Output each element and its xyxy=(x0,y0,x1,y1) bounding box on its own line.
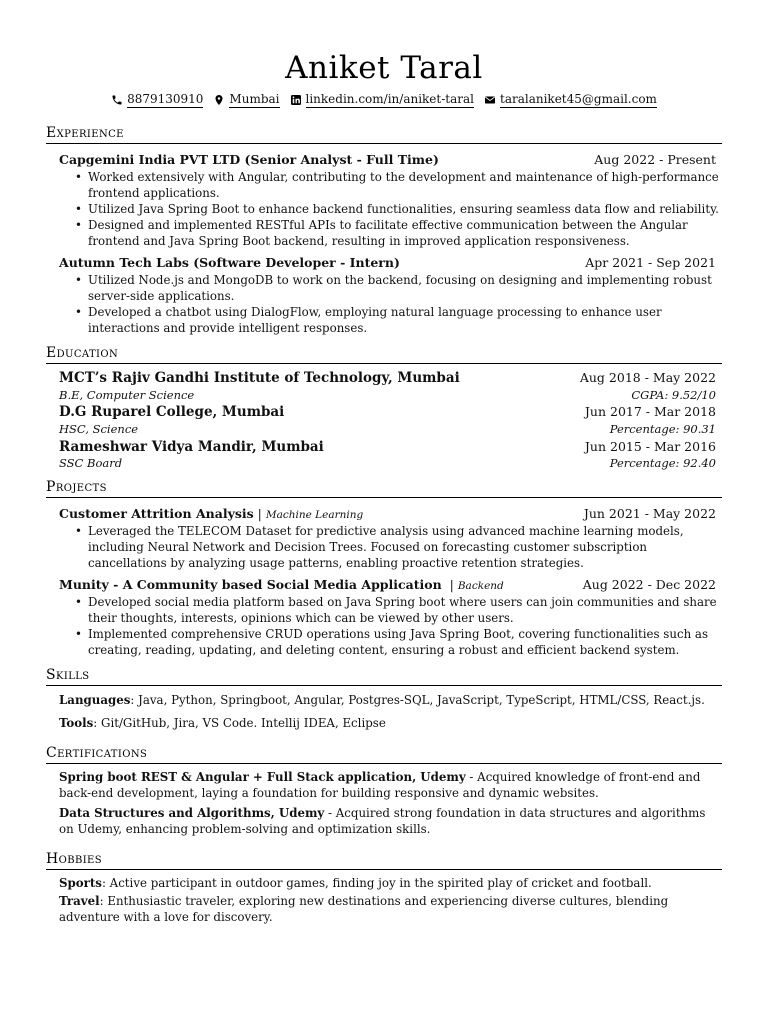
experience-heading: Experience xyxy=(46,125,722,144)
project-dates: Jun 2021 - May 2022 xyxy=(583,506,716,521)
skills-tools xyxy=(59,715,719,731)
school-dates: Aug 2018 - May 2022 xyxy=(579,370,716,385)
languages-label: Languages xyxy=(59,693,131,707)
location-contact[interactable] xyxy=(213,92,279,108)
project-title xyxy=(59,577,504,592)
certification-item xyxy=(59,769,719,801)
degree-text: B.E, Computer Science xyxy=(59,388,195,402)
phone-number[interactable]: 8879130910 xyxy=(127,92,204,106)
job-dates: Apr 2021 - Sep 2021 xyxy=(585,255,716,270)
degree-text: HSC, Science xyxy=(59,422,139,436)
job-company: Capgemini India PVT LTD (Senior Analyst - Full Time) xyxy=(59,152,439,167)
bullet-item: • Implemented comprehensive CRUD operations using Java Spring Boot, covering functionalities such as creating, reading, updating, and deleting content, ensuring a robust and efficient backend system. xyxy=(74,626,722,658)
bullet-item: • Utilized Java Spring Boot to enhance backend functionalities, ensuring seamless data flow and reliability. xyxy=(74,201,722,217)
projects-heading: Projects xyxy=(46,479,722,498)
bullet-item: • Leveraged the TELECOM Dataset for predictive analysis using advanced machine learning models, including Neural Network and Decision Trees. Focused on forecasting customer subscription cancellations by analyzing usage patterns, enabling proactive retention strategies. xyxy=(74,523,722,571)
education-row xyxy=(59,370,716,386)
tools-list: : Git/GitHub, Jira, VS Code. Intellij IDEA, Eclipse xyxy=(93,716,386,730)
school-name: Rameshwar Vidya Mandir, Mumbai xyxy=(59,439,324,455)
languages-list: : Java, Python, Springboot, Angular, Postgres-SQL, JavaScript, TypeScript, HTML/CSS, React.js. xyxy=(130,693,705,707)
education-row xyxy=(59,439,716,455)
linkedin-link[interactable]: linkedin.com/in/aniket-taral xyxy=(305,92,474,106)
certification-desc: - Acquired strong foundation in data structures and algorithms on Udemy, enhancing problem-solving and optimization skills. xyxy=(59,806,706,836)
job-bullets xyxy=(74,169,722,249)
project-tag: Machine Learning xyxy=(265,509,364,521)
certifications-heading: Certifications xyxy=(46,745,722,764)
score-text: Percentage: 90.31 xyxy=(609,422,716,436)
project-tag: Backend xyxy=(457,580,504,592)
hobby-sports xyxy=(59,875,719,891)
travel-label: Travel xyxy=(59,894,100,908)
linkedin-contact[interactable] xyxy=(290,92,475,108)
bullet-item: • Developed a chatbot using DialogFlow, employing natural language processing to enhance user interactions and provide intelligent responses. xyxy=(74,304,722,336)
job-row xyxy=(59,255,716,270)
education-detail xyxy=(59,388,716,402)
envelope-icon xyxy=(484,94,496,106)
skills-heading: Skills xyxy=(46,667,722,686)
project-row xyxy=(59,506,716,521)
certification-desc: - Acquired knowledge of front-end and back-end development, laying a foundation for building responsive and dynamic websites. xyxy=(59,770,701,800)
bullet-item: • Utilized Node.js and MongoDB to work on the backend, focusing on designing and implementing robust server-side applications. xyxy=(74,272,722,304)
education-detail xyxy=(59,456,716,470)
project-name: Customer Attrition Analysis xyxy=(59,506,254,521)
job-bullets xyxy=(74,272,722,336)
email-link[interactable]: taralaniket45@gmail.com xyxy=(500,92,657,106)
map-pin-icon xyxy=(213,94,225,106)
school-name: MCT’s Rajiv Gandhi Institute of Technology, Mumbai xyxy=(59,370,460,386)
school-dates: Jun 2017 - Mar 2018 xyxy=(584,404,716,419)
skills-languages xyxy=(59,692,719,708)
phone-icon xyxy=(111,94,123,106)
certification-name: Data Structures and Algorithms, Udemy xyxy=(59,806,325,820)
travel-text: : Enthusiastic traveler, exploring new destinations and experiencing diverse cultures, blending adventure with a love for discovery. xyxy=(59,894,669,924)
project-bullets xyxy=(74,594,722,658)
hobbies-heading: Hobbies xyxy=(46,851,722,870)
job-row xyxy=(59,152,716,167)
hobby-travel xyxy=(59,893,719,925)
certification-name: Spring boot REST & Angular + Full Stack application, Udemy xyxy=(59,770,466,784)
score-text: CGPA: 9.52/10 xyxy=(631,388,716,402)
certification-item xyxy=(59,805,719,837)
degree-text: SSC Board xyxy=(59,456,123,470)
tools-label: Tools xyxy=(59,716,94,730)
school-dates: Jun 2015 - Mar 2016 xyxy=(584,439,716,454)
score-text: Percentage: 92.40 xyxy=(609,456,716,470)
sports-label: Sports xyxy=(59,876,102,890)
project-title xyxy=(59,506,363,521)
job-company: Autumn Tech Labs (Software Developer - Intern) xyxy=(59,255,400,270)
bullet-item: • Developed social media platform based on Java Spring boot where users can join communities and share their thoughts, interests, opinions which can be viewed by other users. xyxy=(74,594,722,626)
sports-text: : Active participant in outdoor games, finding joy in the spirited play of cricket and football. xyxy=(101,876,652,890)
job-dates: Aug 2022 - Present xyxy=(594,152,716,167)
candidate-name: Aniket Taral xyxy=(285,50,483,86)
linkedin-icon xyxy=(290,94,302,106)
education-heading: Education xyxy=(46,345,722,364)
project-separator: | xyxy=(441,577,458,592)
project-name: Munity - A Community based Social Media Application xyxy=(59,577,442,592)
contact-bar xyxy=(0,92,768,108)
project-separator: | xyxy=(253,506,266,521)
bullet-item: • Designed and implemented RESTful APIs to facilitate effective communication between the Angular frontend and Java Spring Boot backend, resulting in improved application responsiveness. xyxy=(74,217,722,249)
phone-contact[interactable] xyxy=(111,92,203,108)
project-dates: Aug 2022 - Dec 2022 xyxy=(582,577,716,592)
email-contact[interactable] xyxy=(484,92,657,108)
project-bullets xyxy=(74,523,722,571)
project-row xyxy=(59,577,716,592)
bullet-item: • Worked extensively with Angular, contributing to the development and maintenance of high-performance frontend applications. xyxy=(74,169,722,201)
education-row xyxy=(59,404,716,420)
education-detail xyxy=(59,422,716,436)
location-text[interactable]: Mumbai xyxy=(229,92,280,106)
school-name: D.G Ruparel College, Mumbai xyxy=(59,404,285,420)
